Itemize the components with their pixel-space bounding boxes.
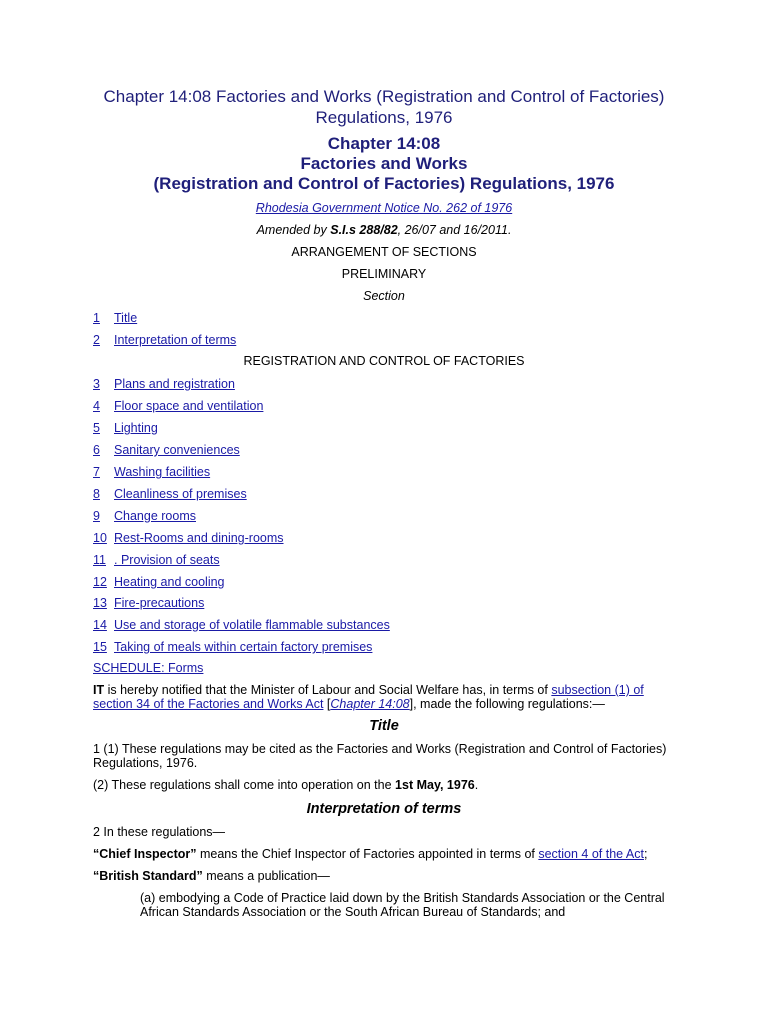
toc-item[interactable] — [93, 552, 220, 568]
title-paragraph-2 — [93, 778, 673, 792]
toc-item-number[interactable]: 6 — [93, 443, 100, 457]
chapter-heading-line2: Factories and Works — [300, 154, 468, 173]
toc-item-number[interactable]: 3 — [93, 377, 100, 391]
clause-a: (a) embodying a Code of Practice laid down by the British Standards Association or the Central African Standards Association or the South African Bureau of Standards; and — [140, 891, 665, 919]
amended-si: S.I.s 288/82 — [330, 223, 398, 237]
chapter-heading-line1: Chapter 14:08 — [327, 134, 441, 153]
title-section-heading: Title — [369, 718, 399, 734]
toc-item[interactable] — [93, 508, 196, 524]
toc-item[interactable] — [93, 398, 263, 414]
toc-item-label[interactable]: Taking of meals within certain factory premises — [114, 640, 373, 654]
toc-item[interactable] — [93, 376, 235, 392]
chapter-heading-line3: (Registration and Control of Factories) Regulations, 1976 — [153, 174, 615, 193]
amended-line — [60, 222, 708, 238]
toc-item-label[interactable]: Lighting — [114, 421, 158, 435]
toc-item-number[interactable]: 10 — [93, 531, 107, 545]
toc-item[interactable] — [93, 464, 210, 480]
toc-item-number[interactable]: 12 — [93, 575, 107, 589]
notice-line — [60, 200, 708, 216]
toc-item-number[interactable]: 1 — [93, 311, 100, 325]
chief-inspector-suffix: ; — [643, 847, 648, 861]
toc-item-label[interactable]: Fire-precautions — [114, 596, 205, 610]
amended-prefix: Amended by — [256, 223, 331, 237]
intro-text3: ], made the following regulations:— — [409, 697, 605, 711]
document-title: Chapter 14:08 Factories and Works (Registration and Control of Factories) Regulations, 1976 — [103, 87, 665, 127]
toc-item[interactable] — [93, 574, 225, 590]
title-para2-date: 1st May, 1976 — [395, 778, 475, 792]
interpretation-intro: 2 In these regulations— — [93, 825, 226, 839]
intro-text2: [ — [323, 697, 331, 711]
toc-item[interactable] — [93, 595, 204, 611]
intro-it: IT — [93, 683, 105, 697]
toc-item-number[interactable]: 11 — [93, 553, 106, 567]
schedule-link[interactable]: SCHEDULE: Forms — [93, 661, 204, 675]
toc-item-number[interactable]: 7 — [93, 465, 100, 479]
toc-item-number[interactable]: 4 — [93, 399, 100, 413]
intro-paragraph — [93, 683, 673, 711]
amended-suffix: , 26/07 and 16/2011. — [397, 223, 512, 237]
intro-text1: is hereby notified that the Minister of Labour and Social Welfare has, in terms of — [104, 683, 552, 697]
toc-item-number[interactable]: 5 — [93, 421, 100, 435]
chapter-heading — [60, 134, 708, 194]
british-standard-term: “British Standard” — [93, 869, 203, 883]
preliminary-heading: PRELIMINARY — [341, 267, 427, 281]
british-standard-definition — [93, 869, 673, 883]
schedule-item[interactable] — [93, 660, 203, 676]
chief-inspector-term: “Chief Inspector” — [93, 847, 197, 861]
toc-item-label[interactable]: Floor space and ventilation — [114, 399, 264, 413]
toc-item-label[interactable]: Sanitary conveniences — [114, 443, 240, 457]
british-standard-text: means a publication— — [202, 869, 330, 883]
toc-item-number[interactable]: 14 — [93, 618, 107, 632]
act-section-4-link[interactable]: section 4 of the Act — [538, 847, 644, 861]
notice-link[interactable]: Rhodesia Government Notice No. 262 of 1976 — [255, 201, 513, 215]
toc-item-number[interactable]: 2 — [93, 333, 100, 347]
toc-item-label[interactable]: Cleanliness of premises — [114, 487, 247, 501]
toc-item[interactable] — [93, 530, 284, 546]
arrangement-heading: ARRANGEMENT OF SECTIONS — [291, 245, 477, 259]
toc-item-number[interactable]: 13 — [93, 596, 107, 610]
toc-item-number[interactable]: 8 — [93, 487, 100, 501]
toc-item[interactable] — [93, 617, 390, 633]
toc-item-number[interactable]: 9 — [93, 509, 100, 523]
toc-item[interactable] — [93, 442, 240, 458]
toc-item[interactable] — [93, 639, 372, 655]
toc-item-label[interactable]: Washing facilities — [114, 465, 211, 479]
toc-item[interactable] — [93, 420, 158, 436]
toc-item-label[interactable]: Interpretation of terms — [114, 333, 237, 347]
section-label: Section — [363, 289, 405, 303]
toc-item-label[interactable]: Use and storage of volatile flammable substances — [114, 618, 390, 632]
toc-item[interactable] — [93, 486, 247, 502]
toc-item-label[interactable]: Plans and registration — [114, 377, 235, 391]
toc-item[interactable] — [93, 332, 236, 348]
toc-item-label[interactable]: Heating and cooling — [114, 575, 225, 589]
toc-item-number[interactable]: 15 — [93, 640, 107, 654]
registration-heading: REGISTRATION AND CONTROL OF FACTORIES — [243, 354, 525, 368]
toc-item-label[interactable]: . Provision of seats — [114, 553, 220, 567]
toc-item[interactable] — [93, 310, 137, 326]
interpretation-heading: Interpretation of terms — [306, 801, 462, 817]
chief-inspector-definition — [93, 847, 673, 861]
toc-item-label[interactable]: Title — [114, 311, 138, 325]
toc-item-label[interactable]: Rest-Rooms and dining-rooms — [114, 531, 284, 545]
chief-inspector-text: means the Chief Inspector of Factories appointed in terms of — [196, 847, 539, 861]
title-para2-suffix: . — [474, 778, 479, 792]
toc-item-label[interactable]: Change rooms — [114, 509, 196, 523]
chapter-link[interactable]: Chapter 14:08 — [330, 697, 410, 711]
act-section-link[interactable]: subsection (1) of section 34 of the Factories and Works Act — [93, 683, 644, 711]
title-para2-prefix: (2) These regulations shall come into operation on the — [93, 778, 396, 792]
title-paragraph-1: 1 (1) These regulations may be cited as the Factories and Works (Registration and Control of Factories) Regulations, 1976. — [93, 742, 667, 770]
